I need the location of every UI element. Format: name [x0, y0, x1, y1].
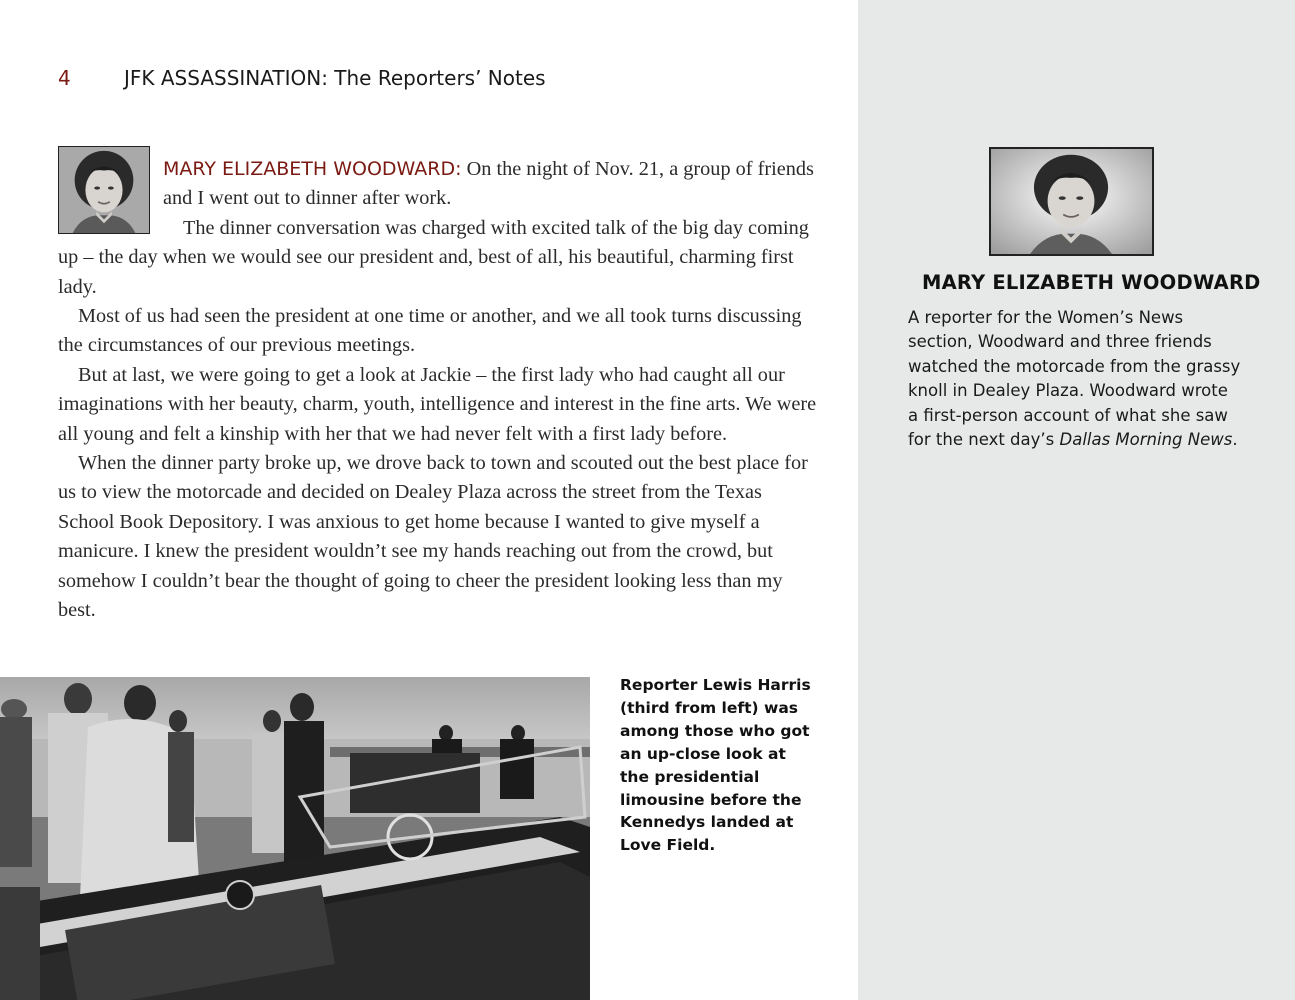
- article-paragraph: The dinner conversation was charged with excited talk of the big day coming up – the day when we would see our president and, best of all, his beautiful, charming first lady.: [58, 216, 809, 298]
- publication-name: Dallas Morning News: [1059, 430, 1233, 450]
- sidebar-bio: A reporter for the Women’s News section, Woodward and three friends watched the motorcade from the grassy knoll in Dealey Plaza. Woodward wrote a first-person account of what she saw for the next day’s Dallas Morning News.: [908, 308, 1241, 450]
- author-portrait-large: [989, 147, 1154, 256]
- running-head: [58, 66, 546, 98]
- limousine-photo: [0, 677, 590, 1000]
- article-paragraph: When the dinner party broke up, we drove back to town and scouted out the best place for us to view the motorcade and decided on Dealey Plaza across the street from the Texas School Book Depository. I was anxious to get home because I wanted to give myself a manicure. I knew the president wouldn’t see my hands reaching out from the crowd, but somehow I couldn’t bear the thought of going to cheer the president looking less than my best.: [58, 452, 808, 622]
- page-number: 4: [58, 66, 71, 90]
- sidebar-name: MARY ELIZABETH WOODWARD: [922, 271, 1261, 294]
- photo-caption: Reporter Lewis Harris (third from left) was among those who got an up-close look at the presidential limousine before the Kennedys landed at Love Field.: [620, 676, 811, 855]
- article-body: [58, 155, 818, 626]
- article-paragraph: MARY ELIZABETH WOODWARD: On the night of Nov. 21, a group of friends and I went out to dinner after work.: [163, 158, 814, 210]
- running-title: JFK ASSASSINATION: The Reporters’ Notes: [124, 66, 546, 90]
- byline-name: MARY ELIZABETH WOODWARD:: [163, 158, 462, 180]
- article-paragraph: But at last, we were going to get a look at Jackie – the first lady who had caught all our imaginations with her beauty, charm, youth, intelligence and interest in the fine arts. We were all young and felt a kinship with her that we had never felt with a first lady before.: [58, 363, 817, 445]
- article-paragraph: Most of us had seen the president at one time or another, and we all took turns discussing the circumstances of our previous meetings.: [58, 305, 802, 357]
